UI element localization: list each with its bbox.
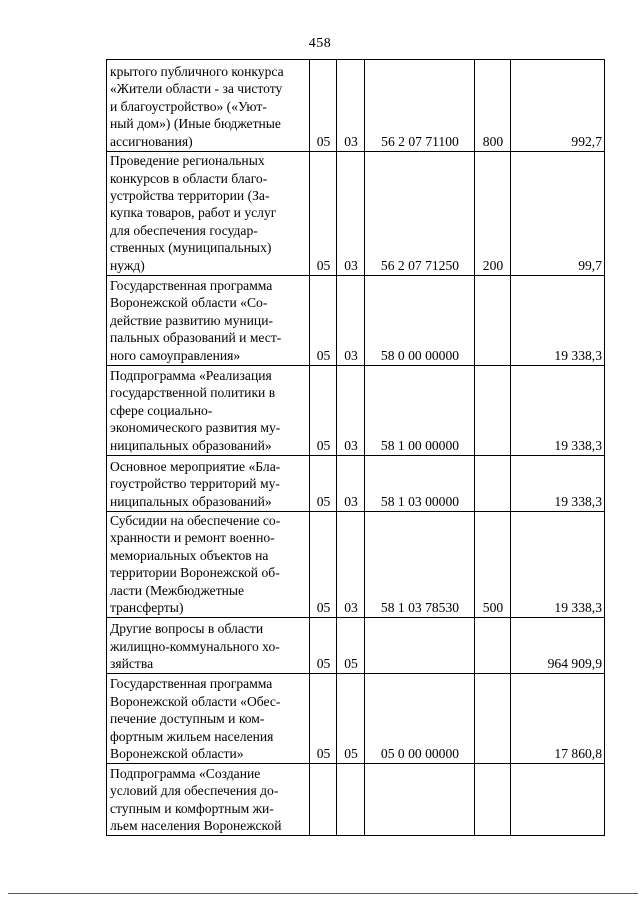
table-row	[107, 60, 605, 152]
amount-cell: 19 338,3	[511, 456, 605, 512]
row-name-cell: Проведение региональных конкурсов в области благо- устройства территории (За- купка товаров, работ и услуг для обеспечения государ- ственных (муниципальных) нужд)	[107, 152, 310, 276]
amount-cell	[511, 764, 605, 836]
subsection-code-cell: 03	[337, 512, 365, 618]
subsection-code-cell: 03	[337, 60, 365, 152]
target-article-cell: 58 1 03 78530	[365, 512, 475, 618]
target-article-cell: 56 2 07 71100	[365, 60, 475, 152]
section-code-cell: 05	[310, 366, 337, 456]
target-article-cell: 58 0 00 00000	[365, 276, 475, 366]
expense-type-cell	[475, 456, 511, 512]
expense-type-cell	[475, 276, 511, 366]
amount-cell: 19 338,3	[511, 512, 605, 618]
expense-type-cell: 500	[475, 512, 511, 618]
section-code-cell: 05	[310, 152, 337, 276]
expense-type-cell	[475, 674, 511, 764]
page-number: 458	[308, 36, 332, 51]
row-name-cell: Другие вопросы в области жилищно-коммунального хо- зяйства	[107, 618, 310, 674]
amount-cell: 19 338,3	[511, 366, 605, 456]
section-code-cell: 05	[310, 512, 337, 618]
table-row	[107, 674, 605, 764]
subsection-code-cell: 05	[337, 618, 365, 674]
amount-cell: 964 909,9	[511, 618, 605, 674]
section-code-cell: 05	[310, 276, 337, 366]
section-code-cell: 05	[310, 618, 337, 674]
budget-table	[106, 59, 605, 836]
subsection-code-cell: 03	[337, 152, 365, 276]
expense-type-cell	[475, 764, 511, 836]
table-row	[107, 764, 605, 836]
subsection-code-cell: 03	[337, 276, 365, 366]
subsection-code-cell: 05	[337, 674, 365, 764]
target-article-cell: 05 0 00 00000	[365, 674, 475, 764]
row-name-cell: Подпрограмма «Создание условий для обеспечения до- ступным и комфортным жи- льем населения Воронежской	[107, 764, 310, 836]
table-row	[107, 456, 605, 512]
row-name-cell: Подпрограмма «Реализация государственной политики в сфере социально- экономического развития му- ниципальных образований»	[107, 366, 310, 456]
page-bottom-rule	[8, 893, 638, 894]
row-name-cell: Государственная программа Воронежской области «Обес- печение доступным и ком- фортным жильем населения Воронежской области»	[107, 674, 310, 764]
section-code-cell: 05	[310, 60, 337, 152]
target-article-cell: 58 1 00 00000	[365, 366, 475, 456]
amount-cell: 992,7	[511, 60, 605, 152]
expense-type-cell	[475, 618, 511, 674]
row-name-cell: крытого публичного конкурса «Жители области - за чистоту и благоустройство» («Уют- ный дом») (Иные бюджетные ассигнования)	[107, 60, 310, 152]
target-article-cell: 58 1 03 00000	[365, 456, 475, 512]
table-row	[107, 366, 605, 456]
section-code-cell: 05	[310, 674, 337, 764]
amount-cell: 99,7	[511, 152, 605, 276]
table-row	[107, 152, 605, 276]
subsection-code-cell	[337, 764, 365, 836]
table-row	[107, 512, 605, 618]
section-code-cell	[310, 764, 337, 836]
section-code-cell: 05	[310, 456, 337, 512]
target-article-cell	[365, 618, 475, 674]
expense-type-cell: 800	[475, 60, 511, 152]
amount-cell: 19 338,3	[511, 276, 605, 366]
row-name-cell: Основное мероприятие «Бла- гоустройство территорий му- ниципальных образований»	[107, 456, 310, 512]
table-row	[107, 276, 605, 366]
target-article-cell: 56 2 07 71250	[365, 152, 475, 276]
row-name-cell: Субсидии на обеспечение со- хранности и ремонт военно- мемориальных объектов на территории Воронежской об- ласти (Межбюджетные трансферты)	[107, 512, 310, 618]
table-row	[107, 618, 605, 674]
expense-type-cell	[475, 366, 511, 456]
subsection-code-cell: 03	[337, 366, 365, 456]
subsection-code-cell: 03	[337, 456, 365, 512]
target-article-cell	[365, 764, 475, 836]
row-name-cell: Государственная программа Воронежской области «Со- действие развитию муници- пальных образований и мест- ного самоуправления»	[107, 276, 310, 366]
expense-type-cell: 200	[475, 152, 511, 276]
amount-cell: 17 860,8	[511, 674, 605, 764]
